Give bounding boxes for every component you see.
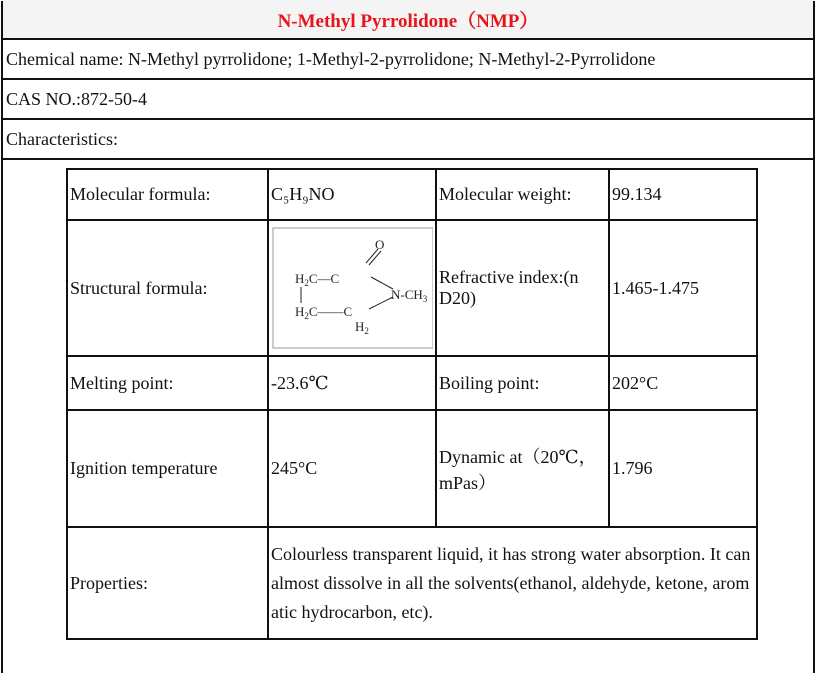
molecular-weight-label: Molecular weight: (436, 169, 609, 220)
molecular-formula-label: Molecular formula: (67, 169, 268, 220)
characteristics-table (66, 168, 758, 640)
refractive-index-label: Refractive index:(n D20) (436, 220, 609, 356)
structural-formula-label: Structural formula: (67, 220, 268, 356)
chemical-name: Chemical name: N-Methyl pyrrolidone; 1-Methyl-2-pyrrolidone; N-Methyl-2-Pyrrolidone (3, 40, 813, 80)
svg-text:N-CH3: $N-CH_3$ (391, 287, 428, 304)
molecular-weight-value: 99.134 (609, 169, 757, 220)
ignition-temperature-value: 245°C (268, 410, 436, 527)
dynamic-viscosity-value: 1.796 (609, 410, 757, 527)
dynamic-viscosity-label: Dynamic at（20℃，mPas） (436, 410, 609, 527)
properties-value: Colourless transparent liquid, it has strong water absorption. It can almost dissolve in all the solvents(ethanol, aldehyde, ketone, aromatic hydrocarbon, etc). (268, 527, 757, 639)
melting-point-value: -23.6℃ (268, 356, 436, 410)
boiling-point-label: Boiling point: (436, 356, 609, 410)
svg-text:O: O (375, 237, 385, 252)
svg-text:H2: $H_2$ (355, 319, 369, 336)
characteristics-heading: Characteristics: (3, 120, 813, 160)
melting-point-label: Melting point: (67, 356, 268, 410)
page-title: N-Methyl Pyrrolidone（NMP） (3, 0, 813, 40)
cas-number: CAS NO.:872-50-4 (3, 80, 813, 120)
boiling-point-value: 202°C (609, 356, 757, 410)
structural-formula-image (268, 220, 436, 356)
svg-text:H2C—C: $H_2C—C$ (295, 271, 340, 288)
svg-text:H2C——C: $H_2C——C$ (295, 304, 353, 321)
properties-label: Properties: (67, 527, 268, 639)
refractive-index-value: 1.465-1.475 (609, 220, 757, 356)
ignition-temperature-label: Ignition temperature (67, 410, 268, 527)
molecular-formula-value: C₅H₉NO (268, 169, 436, 220)
